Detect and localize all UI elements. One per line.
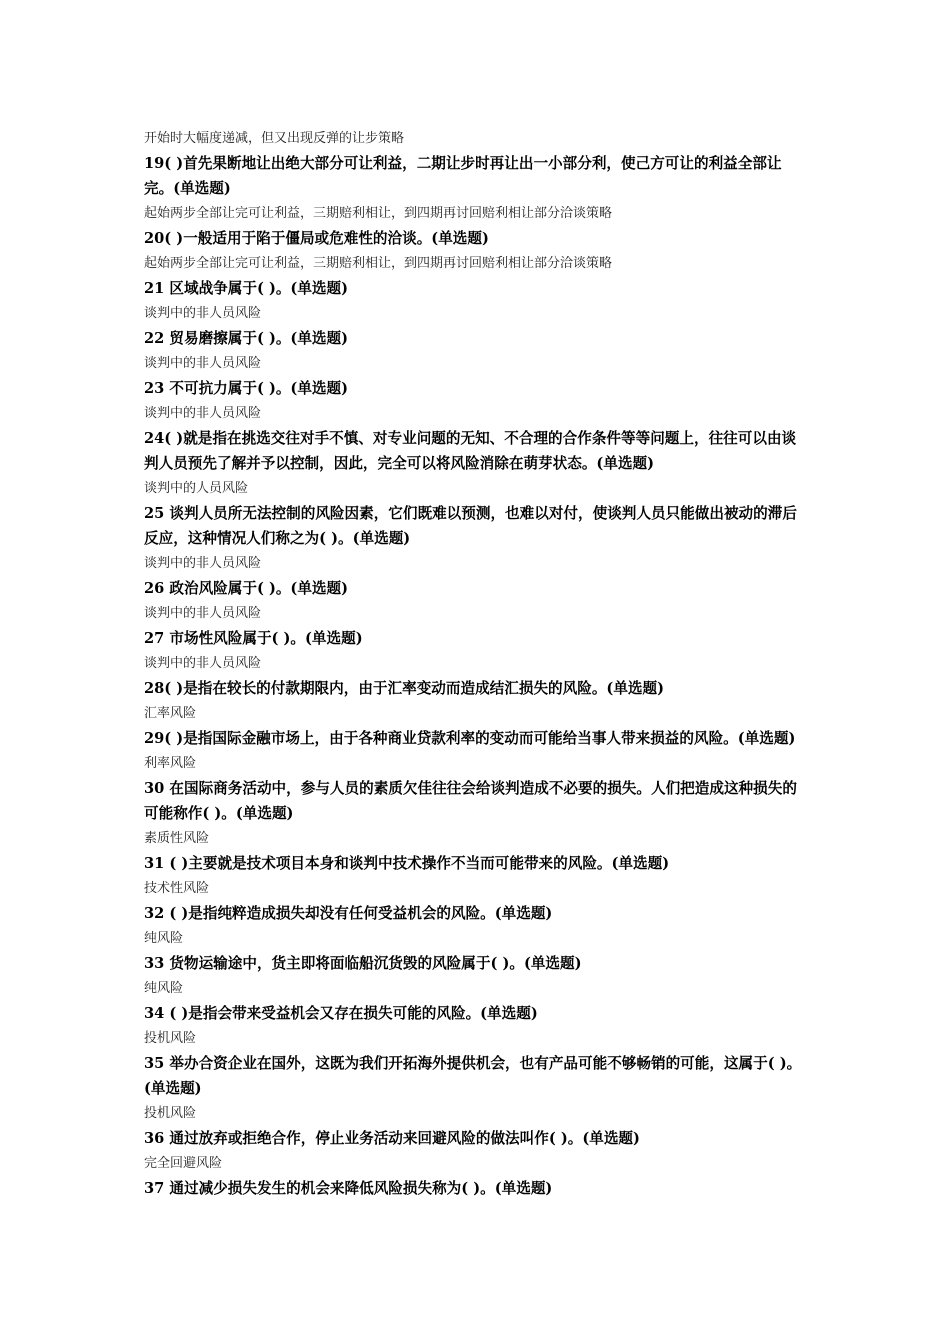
answer-text: 起始两步全部让完可让利益，三期赔利相让，到四期再讨回赔利相让部分洽谈策略: [144, 256, 613, 271]
answer-text: 谈判中的非人员风险: [144, 356, 262, 371]
question-item: [144, 1176, 810, 1201]
question-text: 25 谈判人员所无法控制的风险因素，它们既难以预测，也难以对付，使谈判人员只能做出被动的滞后反应，这种情况人们称之为( )。(单选题): [144, 505, 797, 547]
answer-text: 谈判中的非人员风险: [144, 306, 262, 321]
question-item: [144, 726, 810, 776]
answer-text: 利率风险: [144, 756, 197, 771]
answer-text: 谈判中的非人员风险: [144, 556, 262, 571]
question-text: 24( )就是指在挑选交往对手不慎、对专业问题的无知、不合理的合作条件等等问题上，往往可以由谈判人员预先了解并予以控制，因此，完全可以将风险消除在萌芽状态。(单选题): [144, 430, 797, 472]
question-text: 31 ( )主要就是技术项目本身和谈判中技术操作不当而可能带来的风险。(单选题): [144, 855, 670, 872]
answer-text: 纯风险: [144, 931, 184, 946]
question-item: [144, 326, 810, 376]
question-item: [144, 576, 810, 626]
question-item: [144, 151, 810, 226]
answer-text: 技术性风险: [144, 881, 210, 896]
question-text: 33 货物运输途中，货主即将面临船沉货毁的风险属于( )。(单选题): [144, 955, 582, 972]
question-item: [144, 276, 810, 326]
question-text: 20( )一般适用于陷于僵局或危难性的洽谈。(单选题): [144, 230, 489, 247]
question-item: [144, 626, 810, 676]
question-item: [144, 376, 810, 426]
question-text: 32 ( )是指纯粹造成损失却没有任何受益机会的风险。(单选题): [144, 905, 553, 922]
question-text: 19( )首先果断地让出绝大部分可让利益，二期让步时再让出一小部分利，使己方可让的利益全部让完。(单选题): [144, 155, 782, 197]
document-page: [144, 126, 810, 1201]
question-item: [144, 1001, 810, 1051]
answer-text: 谈判中的非人员风险: [144, 606, 262, 621]
question-text: 30 在国际商务活动中，参与人员的素质欠佳往往会给谈判造成不必要的损失。人们把造成这种损失的可能称作( )。(单选题): [144, 780, 797, 822]
answer-text: 汇率风险: [144, 706, 197, 721]
question-text: 34 ( )是指会带来受益机会又存在损失可能的风险。(单选题): [144, 1005, 538, 1022]
question-text: 35 举办合资企业在国外，这既为我们开拓海外提供机会，也有产品可能不够畅销的可能，这属于( )。(单选题): [144, 1055, 802, 1097]
question-item: [144, 951, 810, 1001]
question-text: 27 市场性风险属于( )。(单选题): [144, 630, 363, 647]
question-text: 26 政治风险属于( )。(单选题): [144, 580, 349, 597]
question-text: 22 贸易磨擦属于( )。(单选题): [144, 330, 349, 347]
question-item: [144, 226, 810, 276]
question-item: [144, 851, 810, 901]
question-item: [144, 501, 810, 576]
answer-text: 谈判中的人员风险: [144, 481, 249, 496]
question-text: 23 不可抗力属于( )。(单选题): [144, 380, 349, 397]
answer-text: 素质性风险: [144, 831, 210, 846]
question-text: 21 区域战争属于( )。(单选题): [144, 280, 349, 297]
question-item: [144, 1051, 810, 1126]
question-item: [144, 776, 810, 851]
answer-text: 起始两步全部让完可让利益，三期赔利相让，到四期再讨回赔利相让部分洽谈策略: [144, 206, 613, 221]
answer-text: 纯风险: [144, 981, 184, 996]
question-text: 28( )是指在较长的付款期限内，由于汇率变动而造成结汇损失的风险。(单选题): [144, 680, 665, 697]
question-item: [144, 1126, 810, 1176]
question-text: 29( )是指国际金融市场上，由于各种商业贷款利率的变动而可能给当事人带来损益的风险。(单选题): [144, 730, 796, 747]
answer-text: 投机风险: [144, 1106, 197, 1121]
answer-text: 谈判中的非人员风险: [144, 656, 262, 671]
answer-text: 谈判中的非人员风险: [144, 406, 262, 421]
question-item: [144, 901, 810, 951]
answer-text: 完全回避风险: [144, 1156, 223, 1171]
question-text: 36 通过放弃或拒绝合作，停止业务活动来回避风险的做法叫作( )。(单选题): [144, 1130, 640, 1147]
question-item: [144, 676, 810, 726]
answer-text: 投机风险: [144, 1031, 197, 1046]
question-text: 37 通过减少损失发生的机会来降低风险损失称为( )。(单选题): [144, 1180, 553, 1197]
question-list: [144, 151, 810, 1201]
answer-text: 开始时大幅度递减，但又出现反弹的让步策略: [144, 131, 405, 146]
question-item: [144, 426, 810, 501]
